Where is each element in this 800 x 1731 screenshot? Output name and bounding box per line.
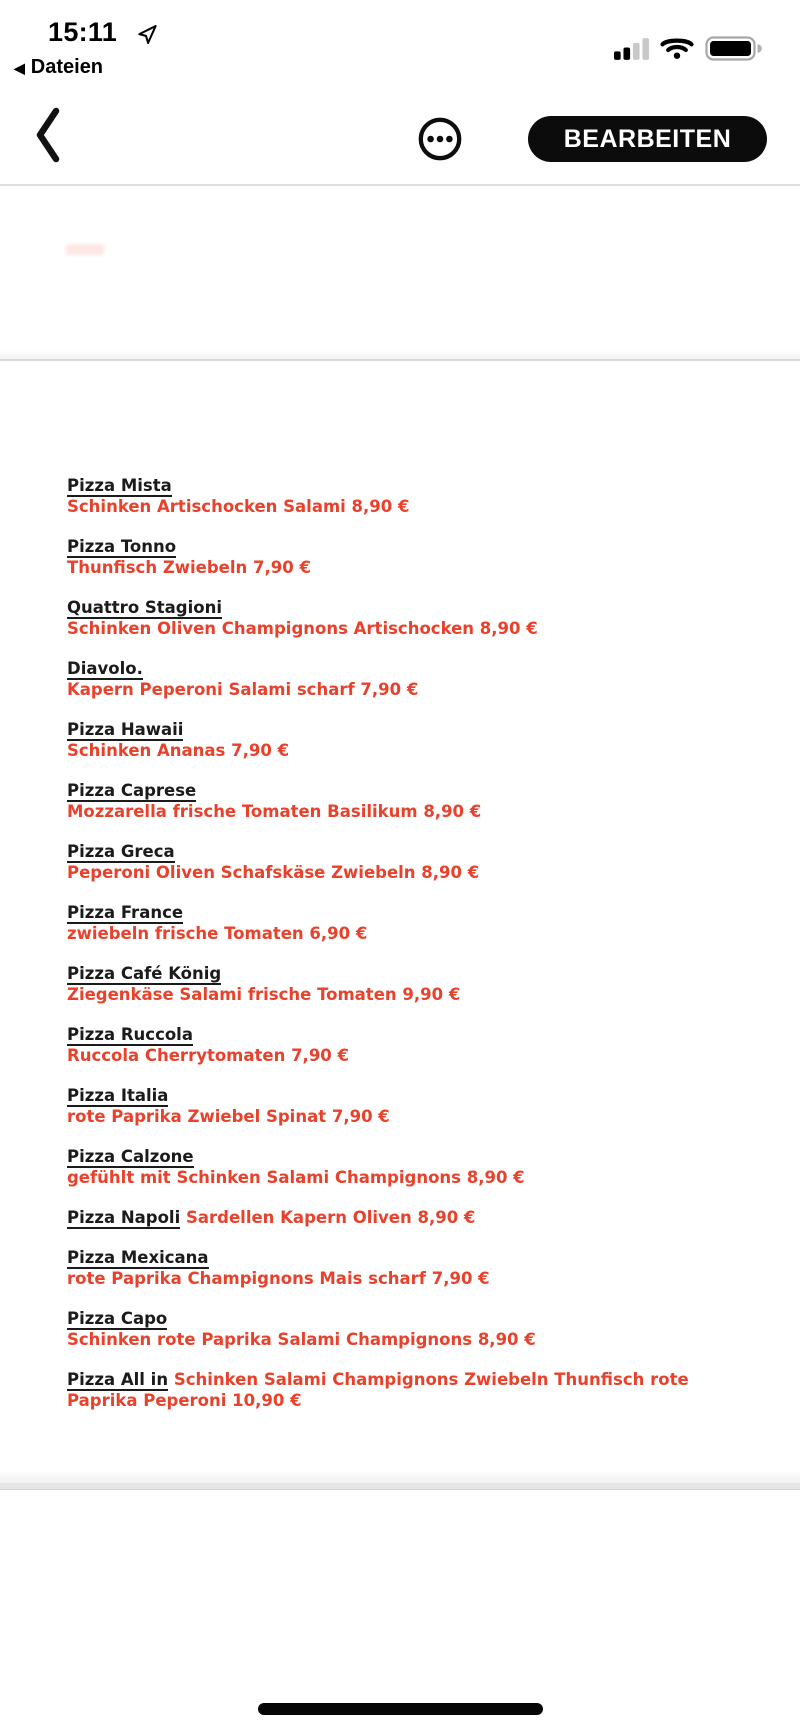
menu-item	[67, 1146, 743, 1188]
page-separator-shadow	[0, 1470, 800, 1483]
more-options-button[interactable]	[417, 116, 463, 162]
menu-item-name: Pizza All in	[67, 1370, 169, 1389]
menu-item-description: Mozzarella frische Tomaten Basilikum 8,90 €	[67, 802, 482, 821]
menu-item-description: Sardellen Kapern Oliven 8,90 €	[186, 1208, 476, 1227]
ellipsis-circle-icon	[421, 120, 459, 158]
menu-item	[67, 1247, 743, 1289]
menu-item-name: Pizza Mista	[67, 476, 172, 495]
menu-item-name: Pizza Calzone	[67, 1147, 194, 1166]
cellular-signal-icon	[614, 37, 650, 60]
menu-item-name: Pizza Hawaii	[67, 720, 184, 739]
menu-item-description: Schinken Ananas 7,90 €	[67, 741, 290, 760]
menu-item-name: Pizza Mexicana	[67, 1248, 209, 1267]
menu-item	[67, 597, 743, 639]
location-arrow-icon	[136, 23, 159, 46]
menu-item-name: Pizza Italia	[67, 1086, 169, 1105]
faded-text-artifact	[66, 244, 104, 255]
menu-item	[67, 841, 743, 883]
page-separator	[0, 350, 800, 361]
navigation-bar	[0, 95, 800, 186]
menu-item-name: Quattro Stagioni	[67, 598, 223, 617]
menu-item-description: Kapern Peperoni Salami scharf 7,90 €	[67, 680, 419, 699]
menu-item-name: Pizza Tonno	[67, 537, 177, 556]
menu-item-name: Pizza Ruccola	[67, 1025, 193, 1044]
menu-item-description: Ruccola Cherrytomaten 7,90 €	[67, 1046, 350, 1065]
menu-item-name: Pizza Greca	[67, 842, 175, 861]
menu-item-description: Peperoni Oliven Schafskäse Zwiebeln 8,90 €	[67, 863, 480, 882]
home-indicator[interactable]	[258, 1703, 543, 1715]
wifi-icon	[660, 35, 694, 60]
back-button[interactable]	[32, 106, 62, 164]
menu-item-description: Thunfisch Zwiebeln 7,90 €	[67, 558, 311, 577]
bearbeiten-edit-button[interactable]: BEARBEITEN	[528, 116, 767, 162]
back-triangle-icon: ◀	[14, 59, 25, 76]
back-to-app-dateien[interactable]	[14, 56, 103, 79]
menu-item-name: Pizza Caprese	[67, 781, 197, 800]
menu-item-description: rote Paprika Champignons Mais scharf 7,90 €	[67, 1269, 490, 1288]
pizza-menu-document	[67, 475, 743, 1430]
menu-item	[67, 475, 743, 517]
status-bar-time: 15:11	[48, 17, 118, 47]
menu-item-name: Pizza Napoli	[67, 1208, 181, 1227]
menu-item	[67, 719, 743, 761]
menu-item	[67, 1369, 743, 1411]
back-to-app-label: Dateien	[30, 56, 104, 78]
menu-item	[67, 1024, 743, 1066]
menu-item-description: Schinken rote Paprika Salami Champignons 8,90 €	[67, 1330, 536, 1349]
menu-item	[67, 902, 743, 944]
menu-item	[67, 1085, 743, 1127]
menu-item-name: Pizza Capo	[67, 1309, 168, 1328]
menu-item	[67, 658, 743, 700]
menu-item-description: Schinken Oliven Champignons Artischocken 8,90 €	[67, 619, 538, 638]
menu-item-name: Diavolo.	[67, 659, 143, 678]
menu-item-name: Pizza Café König	[67, 964, 222, 983]
menu-item-description: Schinken Salami Champignons Zwiebeln Thunfisch rote Paprika Peperoni 10,90 €	[67, 1370, 689, 1410]
menu-item-name: Pizza France	[67, 903, 184, 922]
menu-item	[67, 1308, 743, 1350]
menu-item	[67, 536, 743, 578]
menu-item-description: Ziegenkäse Salami frische Tomaten 9,90 €	[67, 985, 461, 1004]
battery-icon	[705, 36, 763, 61]
menu-item-description: rote Paprika Zwiebel Spinat 7,90 €	[67, 1107, 390, 1126]
menu-item-description: zwiebeln frische Tomaten 6,90 €	[67, 924, 368, 943]
menu-item	[67, 780, 743, 822]
page-separator	[0, 1483, 800, 1490]
menu-item-description: Schinken Artischocken Salami 8,90 €	[67, 497, 410, 516]
menu-item	[67, 1207, 743, 1228]
menu-item	[67, 963, 743, 1005]
menu-item-description: gefühlt mit Schinken Salami Champignons 8,90 €	[67, 1168, 525, 1187]
